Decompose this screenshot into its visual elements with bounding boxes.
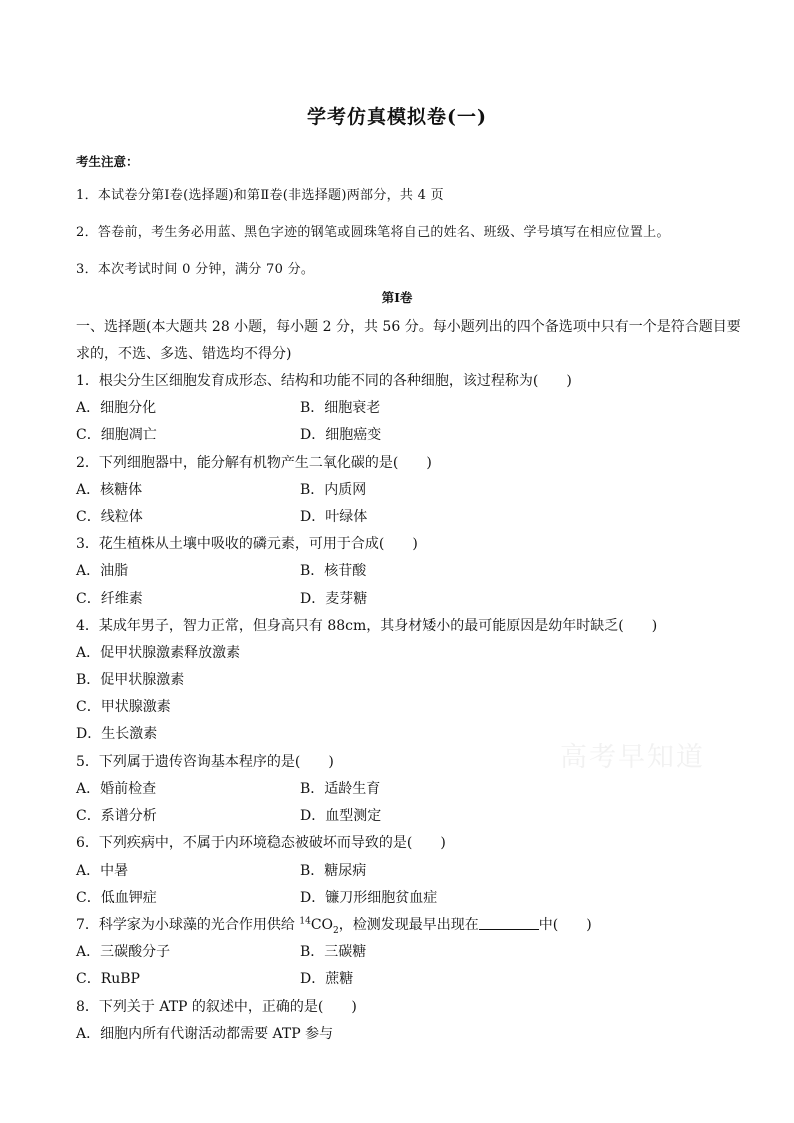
- section-instruction-line-2: 求的，不选、多选、错选均不得分): [76, 346, 292, 362]
- question-2-option-d: D．叶绿体: [300, 509, 368, 525]
- question-3-stem: 3．花生植株从土壤中吸收的磷元素，可用于合成( ): [76, 536, 418, 552]
- question-3-option-d: D．麦芽糖: [300, 591, 368, 607]
- exam-title: 学考仿真模拟卷(一): [307, 106, 487, 128]
- notice-item-2: 2．答卷前，考生务必用蓝、黑色字迹的钢笔或圆珠笔将自己的姓名、班级、学号填写在相应位置上。: [76, 225, 670, 240]
- question-7-isotope-superscript: 14: [299, 916, 311, 927]
- question-3-option-a: A．油脂: [76, 563, 129, 579]
- question-1-option-d: D．细胞癌变: [300, 427, 382, 443]
- question-8-stem: 8．下列关于 ATP 的叙述中，正确的是( ): [76, 999, 357, 1015]
- question-7-stem-part-3: 中( ): [538, 917, 592, 933]
- question-6-option-d: D．镰刀形细胞贫血症: [300, 890, 438, 906]
- question-7-answer-blank: [479, 917, 539, 930]
- question-1-stem: 1．根尖分生区细胞发育成形态、结构和功能不同的各种细胞，该过程称为( ): [76, 373, 572, 389]
- question-1-option-a: A．细胞分化: [76, 400, 157, 416]
- volume-title: 第Ⅰ卷: [381, 290, 413, 305]
- notice-heading: 考生注意：: [76, 154, 139, 169]
- question-1-option-b: B．细胞衰老: [300, 400, 381, 416]
- watermark-text: 高考早知道: [560, 742, 705, 773]
- question-5-option-b: B．适龄生育: [300, 781, 381, 797]
- question-5-option-d: D．血型测定: [300, 808, 382, 824]
- question-2-option-a: A．核糖体: [76, 482, 143, 498]
- question-3-option-c: C．纤维素: [76, 591, 143, 607]
- question-7-formula-subscript: 2: [333, 925, 339, 936]
- question-8-option-a: A．细胞内所有代谢活动都需要 ATP 参与: [76, 1026, 334, 1042]
- question-4-option-b: B．促甲状腺激素: [76, 672, 185, 688]
- question-3-option-b: B．核苷酸: [300, 563, 367, 579]
- question-7-stem-part-2: ，检测发现最早出现在: [338, 917, 479, 933]
- question-7-stem: [76, 914, 592, 936]
- question-5-stem: 5．下列属于遗传咨询基本程序的是( ): [76, 754, 334, 770]
- notice-item-3: 3．本次考试时间 0 分钟，满分 70 分。: [76, 262, 315, 277]
- question-1-option-c: C．细胞凋亡: [76, 427, 157, 443]
- question-5-option-a: A．婚前检查: [76, 781, 157, 797]
- question-4-option-d: D．生长激素: [76, 726, 158, 742]
- question-4-stem: 4．某成年男子，智力正常，但身高只有 88cm，其身材矮小的最可能原因是幼年时缺乏( ): [76, 618, 658, 634]
- question-7-stem-part-1: 7．科学家为小球藻的光合作用供给: [76, 917, 300, 933]
- question-7-option-a: A．三碳酸分子: [76, 944, 171, 960]
- question-5-option-c: C．系谱分析: [76, 808, 157, 824]
- section-instruction-line-1: 一、选择题(本大题共 28 小题，每小题 2 分，共 56 分。每小题列出的四个备选项中只有一个是符合题目要: [76, 319, 741, 335]
- question-2-option-c: C．线粒体: [76, 509, 143, 525]
- question-4-option-a: A．促甲状腺激素释放激素: [76, 645, 241, 661]
- question-6-stem: 6．下列疾病中，不属于内环境稳态被破坏而导致的是( ): [76, 835, 446, 851]
- question-4-option-c: C．甲状腺激素: [76, 699, 171, 715]
- question-6-option-b: B．糖尿病: [300, 863, 367, 879]
- notice-item-1: 1．本试卷分第Ⅰ卷(选择题)和第Ⅱ卷(非选择题)两部分，共 4 页: [76, 188, 444, 203]
- question-7-option-c: C．RuBP: [76, 971, 140, 987]
- question-7-option-b: B．三碳糖: [300, 944, 367, 960]
- question-6-option-a: A．中暑: [76, 863, 129, 879]
- question-7-formula: CO: [310, 917, 334, 933]
- question-6-option-c: C．低血钾症: [76, 890, 157, 906]
- question-2-stem: 2．下列细胞器中，能分解有机物产生二氧化碳的是( ): [76, 455, 432, 471]
- question-2-option-b: B．内质网: [300, 482, 367, 498]
- question-7-option-d: D．蔗糖: [300, 971, 354, 987]
